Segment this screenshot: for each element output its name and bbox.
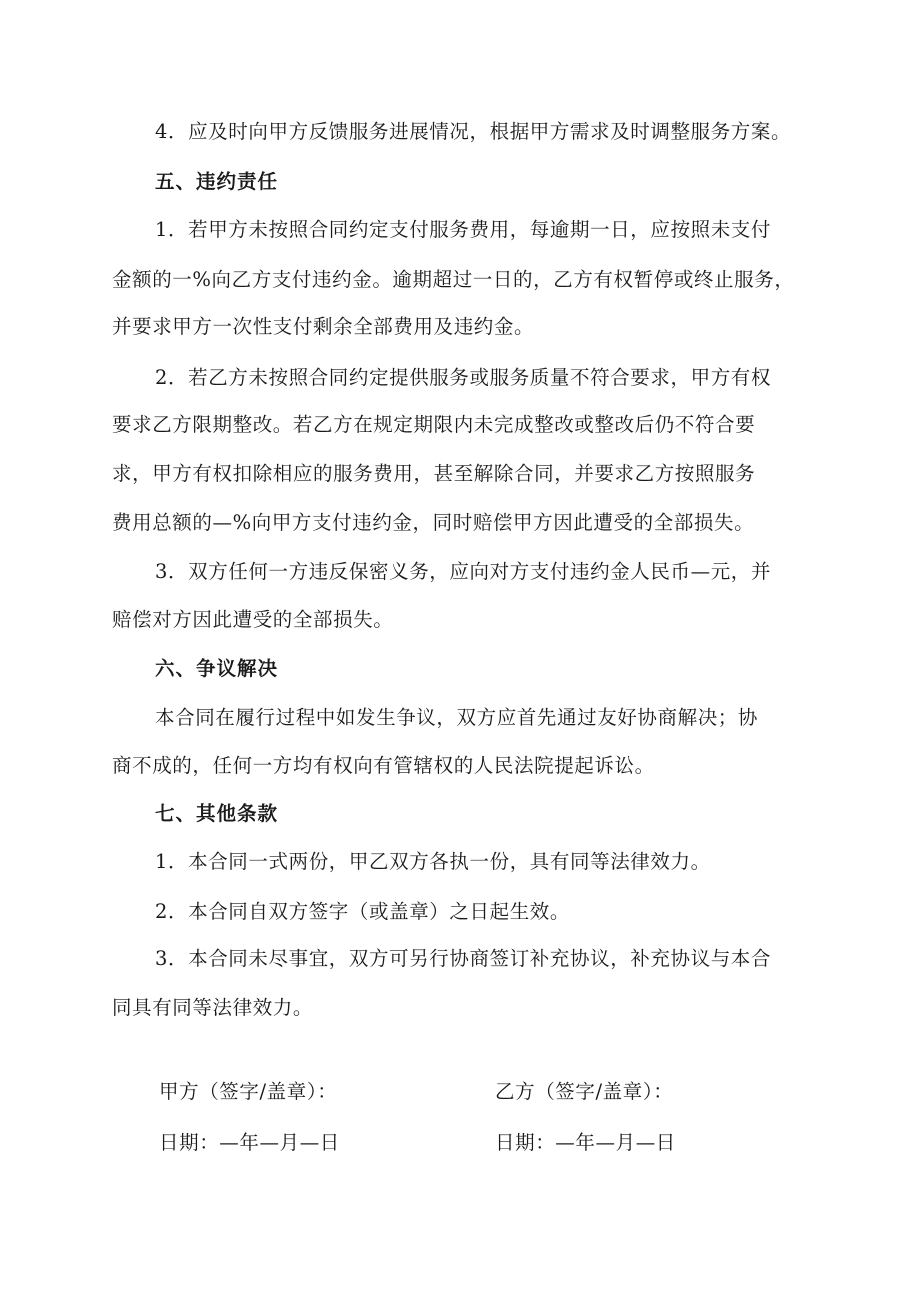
section-heading-other: 七、其他条款 (155, 802, 279, 825)
clause-5-1-line-1: 1．若甲方未按照合同约定支付服务费用，每逾期一日，应按照未支付 (155, 218, 772, 241)
clause-6-line-1: 本合同在履行过程中如发生争议，双方应首先通过友好协商解决；协 (155, 706, 759, 729)
section-heading-breach: 五、违约责任 (155, 170, 279, 193)
clause-5-2-line-3: 求，甲方有权扣除相应的服务费用，甚至解除合同，并要求乙方按照服务 (112, 462, 756, 485)
party-a-signature-label: 甲方（签字/盖章）： (159, 1080, 338, 1103)
clause-7-3-line-1: 3．本合同未尽事宜，双方可另行协商签订补充协议，补充协议与本合 (155, 947, 772, 970)
clause-5-1-line-2: 金额的一%向乙方支付违约金。逾期超过一日的，乙方有权暂停或终止服务， (112, 268, 795, 291)
clause-7-2: 2．本合同自双方签字（或盖章）之日起生效。 (155, 900, 571, 923)
clause-7-3-line-2: 同具有同等法律效力。 (112, 996, 314, 1019)
clause-5-2-line-1: 2．若乙方未按照合同约定提供服务或服务质量不符合要求，甲方有权 (155, 366, 772, 389)
clause-5-2-line-4: 费用总额的—%向甲方支付违约金，同时赔偿甲方因此遭受的全部损失。 (112, 511, 755, 534)
party-b-date: 日期：—年—月—日 (495, 1131, 676, 1154)
section-heading-dispute: 六、争议解决 (155, 657, 279, 680)
clause-5-2-line-2: 要求乙方限期整改。若乙方在规定期限内未完成整改或整改后仍不符合要 (112, 413, 756, 436)
party-b-signature-label: 乙方（签字/盖章）： (495, 1080, 674, 1103)
clause-4-4: 4．应及时向甲方反馈服务进展情况，根据甲方需求及时调整服务方案。 (155, 120, 792, 143)
clause-6-line-2: 商不成的，任何一方均有权向有管辖权的人民法院提起诉讼。 (112, 754, 655, 777)
clause-5-1-line-3: 并要求甲方一次性支付剩余全部费用及违约金。 (112, 315, 535, 338)
party-a-date: 日期：—年—月—日 (159, 1131, 340, 1154)
clause-5-3-line-1: 3．双方任何一方违反保密义务，应向对方支付违约金人民币—元，并 (155, 560, 772, 583)
clause-7-1: 1．本合同一式两份，甲乙双方各执一份，具有同等法律效力。 (155, 850, 711, 873)
clause-5-3-line-2: 赔偿对方因此遭受的全部损失。 (112, 608, 394, 631)
